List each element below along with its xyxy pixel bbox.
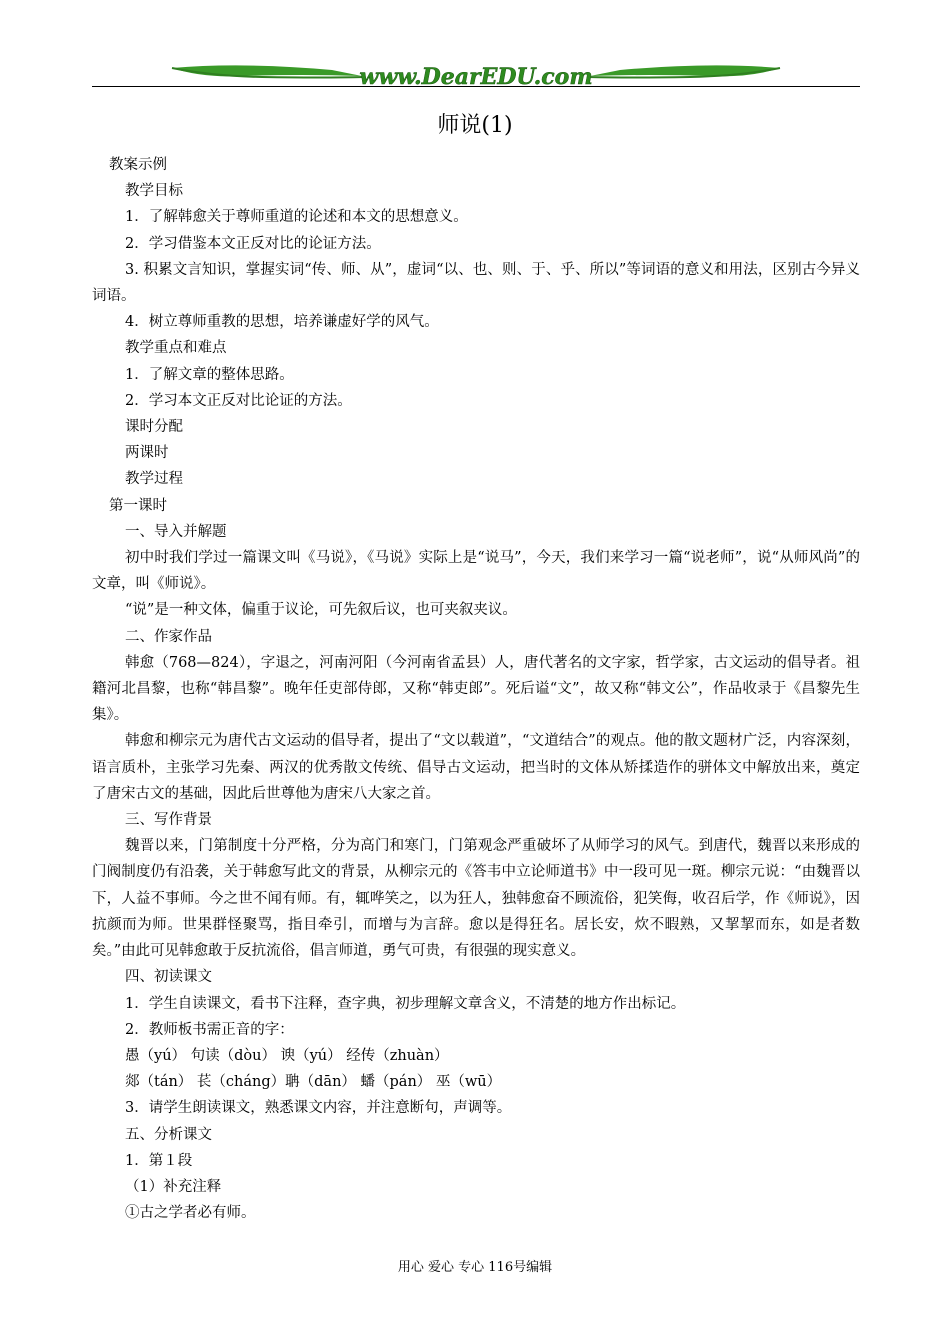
site-logo-banner: [92, 60, 860, 92]
body-paragraph: 五、分析课文: [125, 1126, 212, 1143]
body-paragraph: 3．请学生朗读课文，熟悉课文内容，并注意断句，声调等。: [125, 1100, 512, 1117]
body-paragraph: “说”是一种文体，偏重于议论，可先叙后议，也可夹叙夹议。: [125, 602, 517, 619]
body-paragraph: 一、导入并解题: [125, 523, 227, 540]
page-title: 师说(1): [437, 113, 513, 138]
body-paragraph: 二、作家作品: [125, 628, 212, 645]
body-paragraph: 两课时: [125, 445, 169, 462]
body-paragraph: 三、写作背景: [125, 812, 212, 829]
body-paragraph: 韩愈和柳宗元为唐代古文运动的倡导者，提出了“文以载道”，“文道结合”的观点。他的散文题材广泛，内容深刻，语言质朴，主张学习先秦、两汉的优秀散文传统、倡导古文运动，把当时的文体从矫揉造作的骈体文中解放出来，奠定了唐宋古文的基础，因此后世尊他为唐宋八大家之首。: [92, 733, 860, 802]
body-paragraph: 1．了解韩愈关于尊师重道的论述和本文的思想意义。: [125, 209, 468, 226]
body-paragraph: 2．教师板书需正音的字：: [125, 1021, 294, 1038]
body-paragraph: 3. 积累文言知识，掌握实词“传、师、从”，虚词“以、也、则、于、乎、所以”等词语的意义和用法，区别古今异义词语。: [92, 261, 860, 305]
body-paragraph: 教学重点和难点: [125, 340, 227, 357]
body-paragraph: 2．学习借鉴本文正反对比的论证方法。: [125, 235, 381, 252]
body-paragraph: ①古之学者必有师。: [125, 1205, 256, 1222]
body-paragraph: 韩愈（768—824），字退之，河南河阳（今河南省孟县）人，唐代著名的文字家，哲学家，古文运动的倡导者。祖籍河北昌黎，也称“韩昌黎”。晚年任吏部侍郎，又称“韩吏郎”。死后谥“文”，故又称“韩文公”，作品收录于《昌黎先生集》。: [92, 654, 860, 724]
logo-text: www.DearEDU.com: [359, 64, 593, 90]
body-paragraph: 魏晋以来，门第制度十分严格，分为高门和寒门，门第观念严重破坏了从师学习的风气。到唐代，魏晋以来形成的门阀制度仍有沿袭，关于韩愈写此文的背景，从柳宗元的《答韦中立论师道书》中一段可见一斑。柳宗元说：“由魏晋以下，人益不事师。今之世不闻有师。有，辄哗笑之，以为狂人，独韩愈奋不顾流俗，犯笑侮，收召后学，作《师说》，因抗颜而为师。世果群怪聚骂，指目牵引，而增与为言辞。愈以是得狂名。居长安，炊不暇熟，又挈挈而东，如是者数矣。”由此可见韩愈敢于反抗流俗，倡言师道，勇气可贵，有很强的现实意义。: [92, 838, 860, 960]
body-paragraph: 愚（yú） 句读（dòu） 谀（yú） 经传（zhuàn）: [125, 1047, 449, 1064]
body-paragraph: 郯（tán） 苌（cháng）聃（dān） 蟠（pán） 巫（wū）: [125, 1074, 502, 1091]
body-paragraph: 1．学生自读课文，看书下注释，查字典，初步理解文章含义，不清楚的地方作出标记。: [125, 995, 686, 1012]
document-body: [92, 152, 860, 1226]
body-paragraph: 四、初读课文: [125, 969, 212, 986]
body-paragraph: （1）补充注释: [125, 1178, 222, 1195]
header-rule: [92, 86, 860, 87]
body-paragraph: 1．第１段: [125, 1152, 193, 1169]
page-footer: 用心 爱心 专心 116号编辑: [397, 1260, 553, 1275]
body-paragraph: 课时分配: [125, 419, 183, 436]
body-paragraph: 教学过程: [125, 471, 183, 488]
body-paragraph: 1．了解文章的整体思路。: [125, 366, 294, 383]
body-paragraph: 教学目标: [125, 183, 183, 200]
body-paragraph: 初中时我们学过一篇课文叫《马说》，《马说》实际上是“说马”，今天，我们来学习一篇“说老师”，说“从师风尚”的文章，叫《师说》。: [92, 550, 860, 593]
logo-swoosh-graphic: [92, 60, 860, 92]
body-paragraph: 2．学习本文正反对比论证的方法。: [125, 392, 352, 409]
body-paragraph: 教案示例: [109, 157, 167, 173]
body-paragraph: 第一课时: [109, 497, 167, 514]
body-paragraph: 4．树立尊师重教的思想，培养谦虚好学的风气。: [125, 314, 439, 331]
